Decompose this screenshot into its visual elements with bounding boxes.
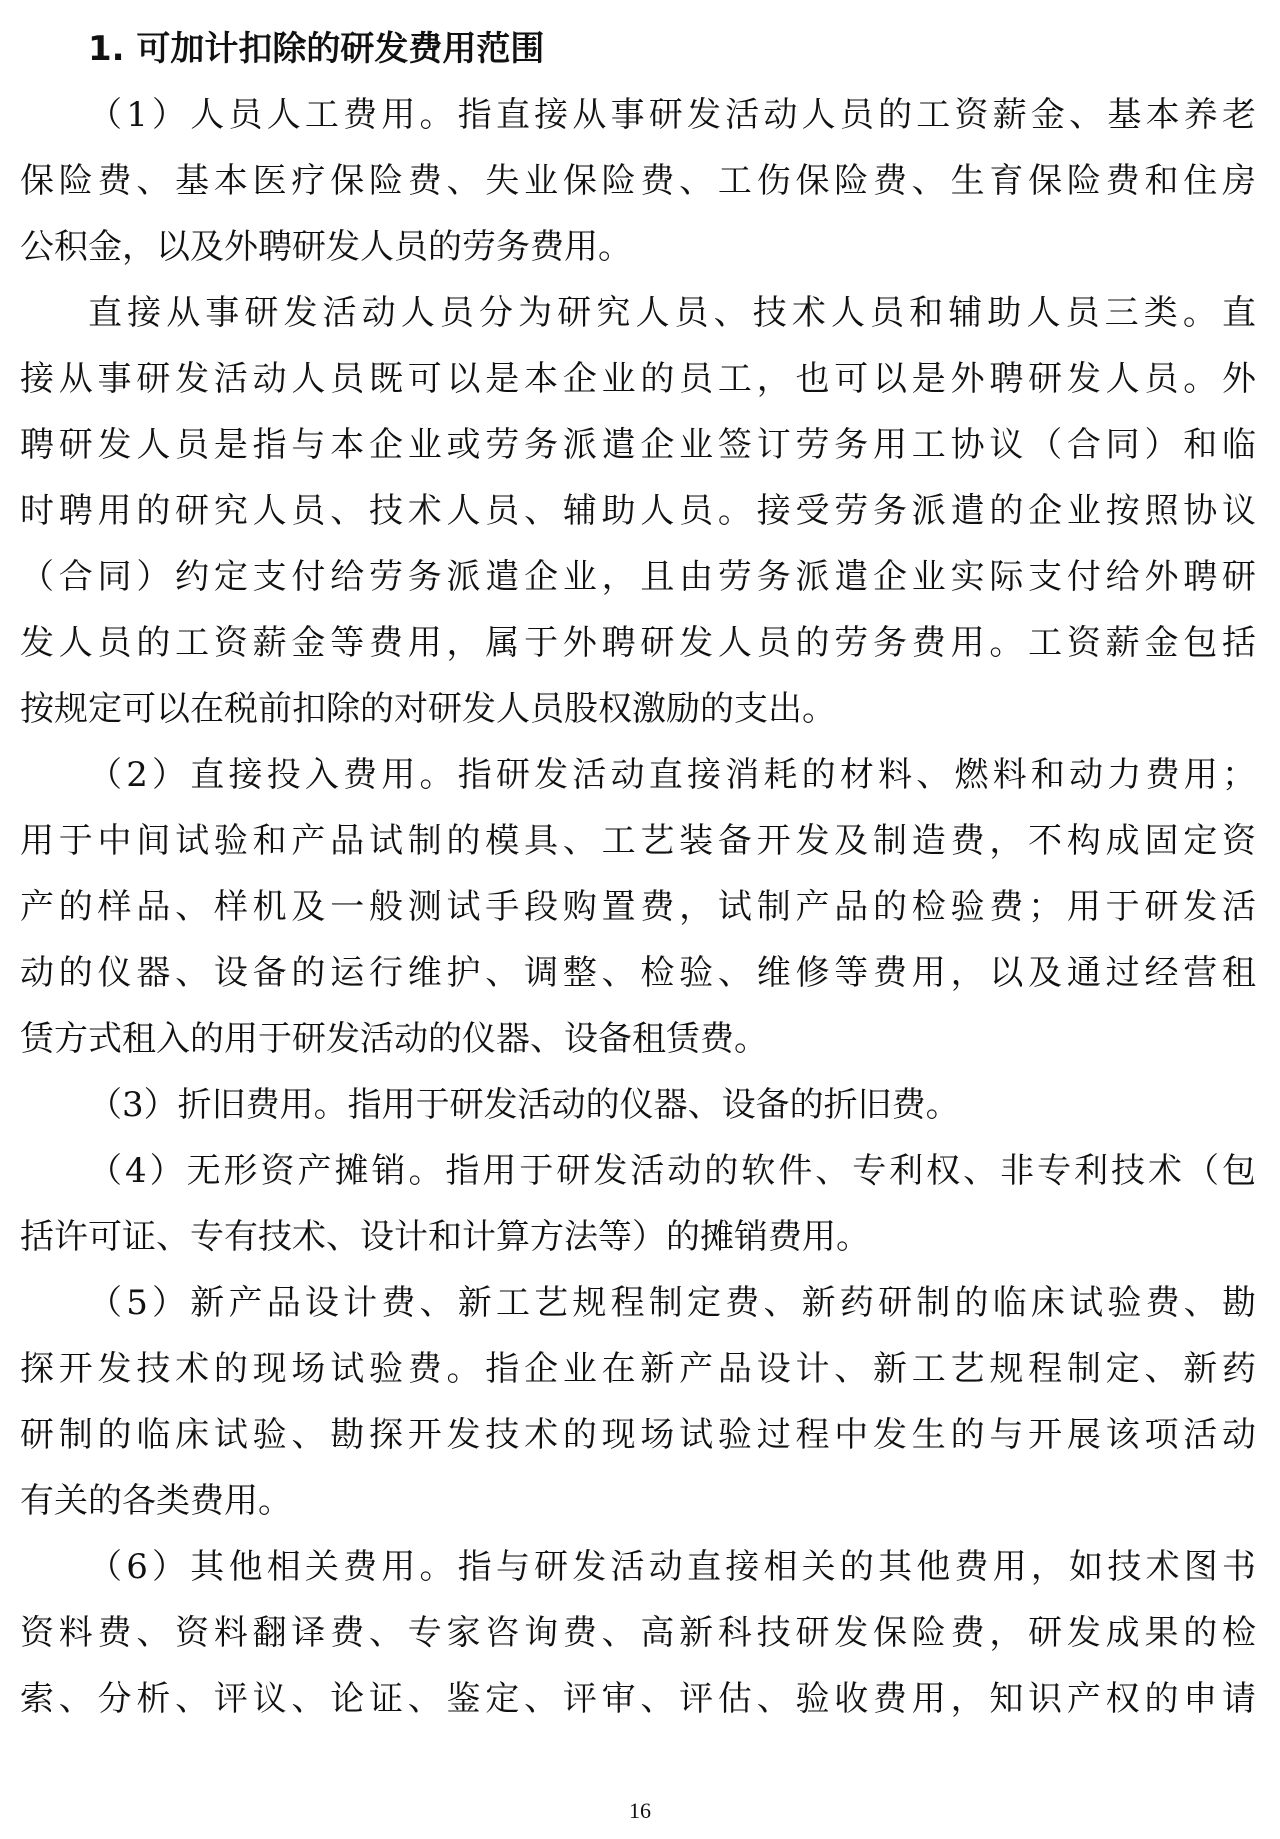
document-body (20, 82, 1256, 1732)
text-line: （4）无形资产摊销。指用于研发活动的软件、专利权、非专利技术（包 (88, 1151, 1256, 1191)
text-line: 发人员的工资薪金等费用，属于外聘研发人员的劳务费用。工资薪金包括 (20, 623, 1256, 663)
text-line: 时聘用的研究人员、技术人员、辅助人员。接受劳务派遣的企业按照协议 (20, 491, 1256, 531)
text-line: 直接从事研发活动人员分为研究人员、技术人员和辅助人员三类。直 (88, 293, 1256, 333)
text-line: 赁方式租入的用于研发活动的仪器、设备租赁费。 (20, 1019, 768, 1059)
text-line: 保险费、基本医疗保险费、失业保险费、工伤保险费、生育保险费和住房 (20, 161, 1256, 201)
text-line: （合同）约定支付给劳务派遣企业，且由劳务派遣企业实际支付给外聘研 (20, 557, 1256, 597)
text-line: 探开发技术的现场试验费。指企业在新产品设计、新工艺规程制定、新药 (20, 1349, 1256, 1389)
text-line: 用于中间试验和产品试制的模具、工艺装备开发及制造费，不构成固定资 (20, 821, 1256, 861)
text-line: 接从事研发活动人员既可以是本企业的员工，也可以是外聘研发人员。外 (20, 359, 1256, 399)
text-line: 资料费、资料翻译费、专家咨询费、高新科技研发保险费，研发成果的检 (20, 1613, 1256, 1653)
text-line: （3）折旧费用。指用于研发活动的仪器、设备的折旧费。 (88, 1085, 960, 1125)
text-line: （1）人员人工费用。指直接从事研发活动人员的工资薪金、基本养老 (88, 95, 1256, 135)
text-line: 公积金，以及外聘研发人员的劳务费用。 (20, 227, 632, 267)
text-line: 动的仪器、设备的运行维护、调整、检验、维修等费用，以及通过经营租 (20, 953, 1256, 993)
text-line: （2）直接投入费用。指研发活动直接消耗的材料、燃料和动力费用； (88, 755, 1256, 795)
text-line: 索、分析、评议、论证、鉴定、评审、评估、验收费用，知识产权的申请 (20, 1679, 1256, 1719)
text-line: 有关的各类费用。 (20, 1481, 292, 1521)
text-line: 研制的临床试验、勘探开发技术的现场试验过程中发生的与开展该项活动 (20, 1415, 1256, 1455)
text-line: 按规定可以在税前扣除的对研发人员股权激励的支出。 (20, 689, 836, 729)
text-line: （6）其他相关费用。指与研发活动直接相关的其他费用，如技术图书 (88, 1547, 1256, 1587)
page-number: 16 (629, 1798, 651, 1823)
section-heading: 1. 可加计扣除的研发费用范围 (88, 29, 545, 69)
text-line: 聘研发人员是指与本企业或劳务派遣企业签订劳务用工协议（合同）和临 (20, 425, 1256, 465)
text-line: 产的样品、样机及一般测试手段购置费，试制产品的检验费；用于研发活 (20, 887, 1256, 927)
text-line: 括许可证、专有技术、设计和计算方法等）的摊销费用。 (20, 1217, 870, 1257)
text-line: （5）新产品设计费、新工艺规程制定费、新药研制的临床试验费、勘 (88, 1283, 1256, 1323)
